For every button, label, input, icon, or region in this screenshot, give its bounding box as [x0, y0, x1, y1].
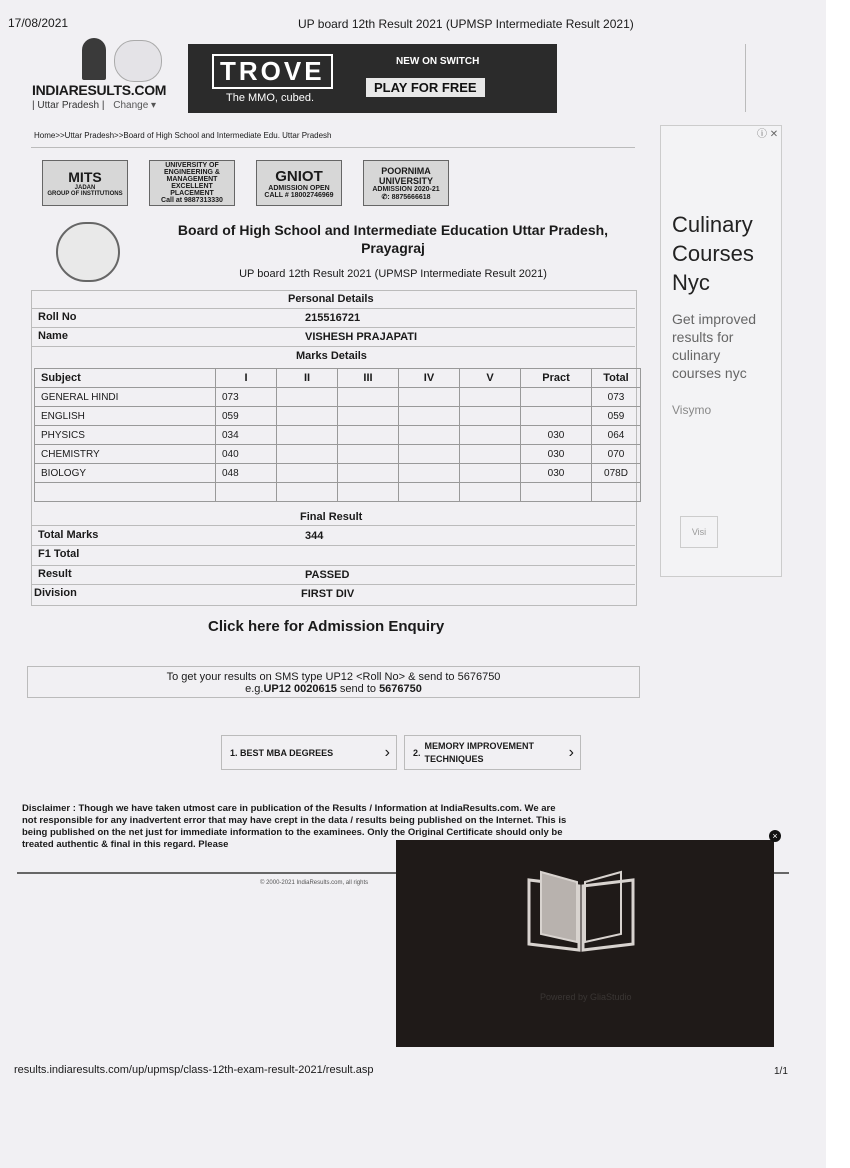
empty-cell: [460, 483, 521, 502]
col-total: Total: [592, 369, 641, 388]
chevron-right-icon: ›: [568, 743, 574, 761]
logo-map-icon: [114, 40, 162, 82]
name-label: Name: [38, 330, 68, 342]
mark-cell: [399, 388, 460, 407]
sponsor-poornima[interactable]: [363, 160, 449, 206]
personal-details-heading: Personal Details: [288, 293, 374, 305]
final-result-heading: Final Result: [300, 511, 363, 523]
table-row: [35, 426, 641, 445]
row-divider: [31, 327, 635, 328]
result-value: PASSED: [305, 569, 350, 581]
mark-cell: [399, 426, 460, 445]
ad-visit-button[interactable]: Visi: [680, 516, 718, 548]
footer-url: results.indiaresults.com/up/upmsp/class-12th-exam-result-2021/result.asp: [14, 1064, 374, 1076]
col-v: V: [460, 369, 521, 388]
logo-text: INDIARESULTS.COM: [32, 82, 167, 98]
sponsor-poornima-line1: ADMISSION 2020-21: [372, 185, 440, 193]
mark-cell: [338, 445, 399, 464]
sponsor-uem-line1: EXCELLENT PLACEMENT: [170, 183, 214, 197]
sponsor-gniot-line2: CALL # 18002746969: [264, 191, 334, 199]
division-label: Division: [34, 587, 77, 599]
sms-line-1: To get your results on SMS type UP12 <Roll No> & send to 5676750: [166, 671, 501, 683]
ad-brand: Visymo: [672, 403, 712, 417]
sponsor-gniot-line1: ADMISSION OPEN: [268, 184, 330, 192]
sponsor-mits-line2: GROUP OF INSTITUTIONS: [47, 191, 123, 197]
mark-cell: [399, 464, 460, 483]
marks-table-wrap: [34, 368, 641, 502]
mark-cell: [460, 388, 521, 407]
mark-cell: [399, 445, 460, 464]
empty-cell: [338, 483, 399, 502]
region-label: | Uttar Pradesh |: [32, 100, 105, 111]
book-icon: [521, 866, 641, 956]
marks-table: [34, 368, 641, 502]
mark-cell: [338, 426, 399, 445]
subject-cell: ENGLISH: [35, 407, 216, 426]
table-row-empty: [35, 483, 641, 502]
pract-cell: 030: [521, 464, 592, 483]
roll-no-value: 215516721: [305, 312, 361, 324]
breadcrumb[interactable]: Home>>Uttar Pradesh>>Board of High School and Intermediate Edu. Uttar Pradesh: [34, 131, 332, 140]
table-row: [35, 388, 641, 407]
row-divider: [31, 565, 635, 566]
subject-cell: PHYSICS: [35, 426, 216, 445]
pract-cell: 030: [521, 426, 592, 445]
col-iv: IV: [399, 369, 460, 388]
table-row: [35, 445, 641, 464]
sms-example-number: 5676750: [379, 683, 422, 695]
print-date: 17/08/2021: [8, 16, 69, 30]
ad-title[interactable]: Culinary Courses Nyc: [672, 212, 754, 295]
mark-cell: [460, 445, 521, 464]
link-label: MEMORY IMPROVEMENT TECHNIQUES: [424, 740, 535, 764]
mark-cell: 048: [216, 464, 277, 483]
mark-cell: [338, 464, 399, 483]
subject-cell: GENERAL HINDI: [35, 388, 216, 407]
print-title: UP board 12th Result 2021 (UPMSP Intermediate Result 2021): [298, 17, 634, 31]
mark-cell: [277, 445, 338, 464]
empty-cell: [521, 483, 592, 502]
sms-line-2: [28, 683, 639, 695]
sponsor-gniot-name: GNIOT: [275, 167, 323, 185]
mark-cell: [460, 464, 521, 483]
subject-cell: CHEMISTRY: [35, 445, 216, 464]
link-label: 1. BEST MBA DEGREES: [230, 747, 334, 758]
memory-improvement-link[interactable]: [404, 735, 581, 770]
trove-banner-ad[interactable]: [188, 44, 557, 113]
col-subject: Subject: [35, 369, 216, 388]
empty-cell: [399, 483, 460, 502]
subject-cell: BIOLOGY: [35, 464, 216, 483]
result-label: Result: [38, 568, 72, 580]
table-row: [35, 407, 641, 426]
marks-details-heading: Marks Details: [296, 350, 367, 362]
total-cell: 073: [592, 388, 641, 407]
name-value: VISHESH PRAJAPATI: [305, 331, 418, 343]
breadcrumb-divider: [31, 147, 635, 148]
total-cell: 078D: [592, 464, 641, 483]
banner-new-label: NEW ON SWITCH: [396, 56, 480, 67]
mark-cell: [338, 388, 399, 407]
ad-description: Get improved results for culinary courses nyc: [672, 311, 757, 381]
pract-cell: [521, 407, 592, 426]
mark-cell: [277, 426, 338, 445]
row-divider: [31, 308, 635, 309]
result-subtitle: UP board 12th Result 2021 (UPMSP Intermediate Result 2021): [239, 268, 547, 280]
empty-cell: [216, 483, 277, 502]
marks-header-row: [35, 369, 641, 388]
site-logo[interactable]: [30, 38, 170, 114]
col-iii: III: [338, 369, 399, 388]
logo-person-icon: [82, 38, 106, 80]
page-number: 1/1: [774, 1066, 788, 1077]
board-title: Board of High School and Intermediate Education Uttar Pradesh, Prayagraj: [177, 222, 609, 256]
play-for-free-button[interactable]: PLAY FOR FREE: [366, 78, 485, 97]
sponsor-mits-name: MITS: [68, 169, 102, 185]
roll-no-label: Roll No: [38, 311, 77, 323]
sms-info-box: [27, 666, 640, 698]
video-close-icon[interactable]: ×: [769, 830, 781, 842]
sponsor-poornima-name: POORNIMA UNIVERSITY: [378, 165, 433, 186]
total-marks-value: 344: [305, 530, 324, 542]
mark-cell: 073: [216, 388, 277, 407]
division-value: FIRST DIV: [301, 588, 355, 600]
sponsor-uem[interactable]: [149, 160, 235, 206]
mark-cell: 040: [216, 445, 277, 464]
sms-example-mid: send to: [336, 683, 380, 695]
sponsor-mits-line1: JADAN: [74, 185, 96, 191]
copyright: © 2000-2021 IndiaResults.com, all rights: [260, 880, 369, 886]
disclaimer-text: Disclaimer : Though we have taken utmost care in publication of the Results / Information at IndiaResults.com. We are not responsible for any inadvertent error that may have crept in the data / results being published on the Internet. This is being published on the net just for immediate information to the examinees. Only the Original Certificate should only be treated authentic & final in this regard. Please: [22, 803, 567, 850]
mark-cell: [399, 407, 460, 426]
mark-cell: [460, 407, 521, 426]
region-selector[interactable]: [32, 100, 156, 111]
admission-enquiry-link[interactable]: Click here for Admission Enquiry: [208, 618, 445, 635]
board-seal-icon: [56, 222, 120, 282]
mark-cell: [277, 388, 338, 407]
empty-cell: [592, 483, 641, 502]
video-caption: Powered by GliaStudio: [540, 992, 632, 1002]
mark-cell: [338, 407, 399, 426]
mark-cell: [460, 426, 521, 445]
sponsor-poornima-line2: ✆: 8875666618: [381, 193, 431, 201]
mark-cell: [277, 407, 338, 426]
banner-brand: TROVE: [212, 54, 333, 89]
sponsor-mits[interactable]: [42, 160, 128, 206]
row-divider: [31, 584, 635, 585]
mark-cell: 034: [216, 426, 277, 445]
best-mba-degrees-link[interactable]: [221, 735, 397, 770]
table-row: [35, 464, 641, 483]
page-edge: [826, 0, 850, 1168]
pract-cell: [521, 388, 592, 407]
ad-close-icon[interactable]: ⓘ ✕: [757, 129, 779, 140]
row-divider: [31, 346, 635, 347]
total-cell: 064: [592, 426, 641, 445]
row-divider: [31, 545, 635, 546]
total-marks-label: Total Marks: [38, 529, 99, 541]
mark-cell: [277, 464, 338, 483]
empty-cell: [35, 483, 216, 502]
row-divider: [31, 525, 635, 526]
link-number: 2.: [413, 747, 421, 758]
total-cell: 070: [592, 445, 641, 464]
total-cell: 059: [592, 407, 641, 426]
sponsor-gniot[interactable]: [256, 160, 342, 206]
sponsor-uem-line2: Call at 9887313330: [161, 197, 223, 204]
mark-cell: 059: [216, 407, 277, 426]
pract-cell: 030: [521, 445, 592, 464]
sms-example-code: UP12 0020615: [263, 683, 337, 695]
f1-total-label: F1 Total: [38, 548, 80, 560]
sponsor-uem-name: UNIVERSITY OF ENGINEERING & MANAGEMENT: [163, 162, 220, 183]
col-i: I: [216, 369, 277, 388]
col-ii: II: [277, 369, 338, 388]
chevron-right-icon: ›: [384, 743, 390, 761]
col-pract: Pract: [521, 369, 592, 388]
change-region-link[interactable]: Change ▾: [113, 100, 157, 111]
empty-cell: [277, 483, 338, 502]
sms-example-prefix: e.g.: [245, 683, 264, 695]
video-player[interactable]: [396, 840, 774, 1047]
banner-tagline: The MMO, cubed.: [226, 92, 315, 104]
header-divider: [745, 44, 746, 112]
